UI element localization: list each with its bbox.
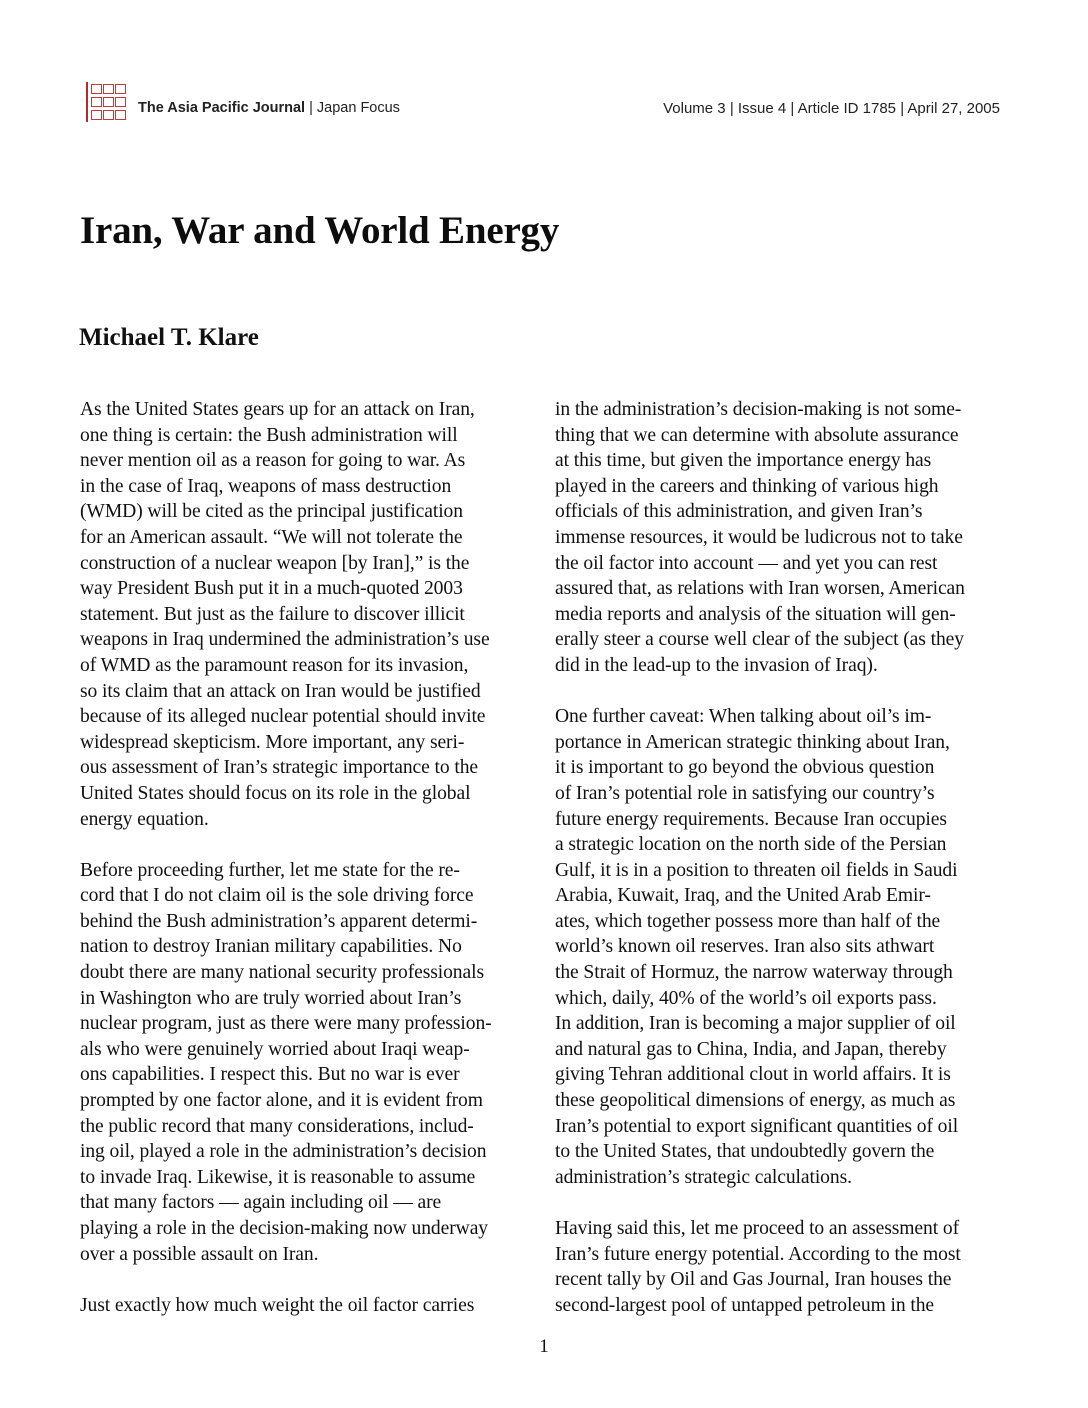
text-line: in Washington who are truly worried about Iran’s — [80, 987, 462, 1009]
text-line: in the administration’s decision-making is not some- — [555, 399, 962, 420]
text-line: doubt there are many national security professionals — [80, 962, 484, 984]
text-line: recent tally by Oil and Gas Journal, Iran houses the — [555, 1269, 952, 1291]
text-line: weapons in Iraq undermined the administration’s use — [80, 629, 490, 651]
text-line: widespread skepticism. More important, any seri- — [80, 731, 465, 753]
paragraph — [555, 704, 1015, 1190]
text-line: Iran’s potential to export significant quantities of oil — [555, 1115, 959, 1137]
text-line: one thing is certain: the Bush administration will — [80, 424, 458, 446]
text-line: giving Tehran additional clout in world affairs. It is — [555, 1064, 951, 1086]
text-line: media reports and analysis of the situation will gen- — [555, 603, 956, 625]
paragraph — [555, 1216, 1015, 1318]
text-line: als who were genuinely worried about Iraqi weap- — [80, 1038, 470, 1060]
text-line: that many factors — again including oil — are — [80, 1192, 442, 1214]
text-line: United States should focus on its role in the global — [80, 782, 471, 804]
text-line: thing that we can determine with absolute assurance — [555, 424, 959, 446]
text-line: the public record that many considerations, includ- — [80, 1115, 474, 1137]
text-line: way President Bush put it in a much-quoted 2003 — [80, 578, 463, 600]
journal-header — [86, 82, 1000, 122]
journal-name — [138, 100, 400, 116]
text-line: it is important to go beyond the obvious question — [555, 757, 935, 779]
text-line: playing a role in the decision-making now underway — [80, 1218, 488, 1239]
paragraph — [555, 397, 1015, 679]
paragraph — [80, 858, 535, 1268]
text-line: these geopolitical dimensions of energy, as much as — [555, 1090, 956, 1112]
text-line: the oil factor into account — and yet you can rest — [555, 552, 938, 574]
text-line: and natural gas to China, India, and Japan, thereby — [555, 1038, 947, 1060]
text-line: ous assessment of Iran’s strategic importance to the — [80, 757, 478, 779]
text-line: In addition, Iran is becoming a major supplier of oil — [555, 1013, 956, 1035]
text-line: played in the careers and thinking of various high — [555, 475, 939, 497]
article-author: Michael T. Klare — [79, 324, 259, 351]
right-column — [555, 397, 1015, 1318]
journal-section: Japan Focus — [316, 100, 400, 116]
text-line: One further caveat: When talking about oil’s im- — [555, 706, 932, 728]
journal-title: The Asia Pacific Journal — [138, 100, 306, 116]
text-line: Before proceeding further, let me state for the re- — [80, 859, 460, 881]
text-line: over a possible assault on Iran. — [80, 1243, 319, 1265]
text-line: portance in American strategic thinking about Iran, — [555, 731, 950, 753]
text-line: at this time, but given the importance energy has — [555, 450, 932, 472]
text-line: statement. But just as the failure to discover illicit — [80, 603, 465, 625]
paragraph — [80, 397, 535, 832]
text-line: of Iran’s potential role in satisfying our country’s — [555, 782, 935, 804]
text-line: ates, which together possess more than half of the — [555, 910, 941, 932]
text-line: behind the Bush administration’s apparent determi- — [80, 910, 478, 932]
text-line: immense resources, it would be ludicrous not to take — [555, 526, 963, 548]
paragraph — [80, 1293, 535, 1319]
text-line: prompted by one factor alone, and it is evident from — [80, 1090, 483, 1112]
text-line: ons capabilities. I respect this. But no war is ever — [80, 1064, 460, 1086]
text-line: Gulf, it is in a position to threaten oil fields in Saudi — [555, 859, 958, 881]
text-line: administration’s strategic calculations. — [555, 1166, 852, 1188]
text-line: the Strait of Hormuz, the narrow waterway through — [555, 962, 953, 984]
text-line: Having said this, let me proceed to an assessment of — [555, 1218, 959, 1239]
left-column — [80, 397, 535, 1318]
text-line: to invade Iraq. Likewise, it is reasonable to assume — [80, 1166, 476, 1188]
text-line: in the case of Iraq, weapons of mass destruction — [80, 475, 452, 497]
journal-separator: | — [305, 100, 317, 116]
text-line: nation to destroy Iranian military capabilities. No — [80, 936, 462, 958]
article-title: Iran, War and World Energy — [80, 209, 560, 252]
text-line: a strategic location on the north side of the Persian — [555, 834, 947, 856]
text-line: world’s known oil reserves. Iran also sits athwart — [555, 936, 935, 958]
text-line: Arabia, Kuwait, Iraq, and the United Arab Emir- — [555, 885, 931, 907]
text-line: Just exactly how much weight the oil factor carries — [80, 1294, 475, 1316]
citation-info: Volume 3 | Issue 4 | Article ID 1785 | April 27, 2005 — [663, 100, 1000, 117]
text-line: so its claim that an attack on Iran would be justified — [80, 680, 481, 702]
text-line: second-largest pool of untapped petroleum in the — [555, 1294, 934, 1316]
text-line: because of its alleged nuclear potential should invite — [80, 706, 486, 728]
text-line: nuclear program, just as there were many profession- — [80, 1013, 492, 1035]
journal-logo-icon — [86, 82, 126, 122]
text-line: erally steer a course well clear of the subject (as they — [555, 629, 964, 651]
text-line: never mention oil as a reason for going to war. As — [80, 450, 466, 472]
text-line: officials of this administration, and given Iran’s — [555, 501, 923, 523]
text-line: ing oil, played a role in the administration’s decision — [80, 1141, 487, 1163]
text-line: to the United States, that undoubtedly govern the — [555, 1141, 935, 1163]
text-line: for an American assault. “We will not tolerate the — [80, 526, 463, 548]
text-line: which, daily, 40% of the world’s oil exports pass. — [555, 987, 937, 1009]
text-line: did in the lead-up to the invasion of Iraq). — [555, 654, 878, 676]
page-number: 1 — [539, 1336, 549, 1357]
text-line: construction of a nuclear weapon [by Iran],” is the — [80, 552, 470, 574]
text-line: (WMD) will be cited as the principal justification — [80, 501, 463, 523]
text-line: of WMD as the paramount reason for its invasion, — [80, 654, 469, 676]
text-line: energy equation. — [80, 808, 209, 830]
text-line: As the United States gears up for an attack on Iran, — [80, 399, 475, 420]
text-line: cord that I do not claim oil is the sole driving force — [80, 885, 474, 907]
text-line: future energy requirements. Because Iran occupies — [555, 808, 947, 830]
text-line: assured that, as relations with Iran worsen, American — [555, 578, 965, 600]
text-line: Iran’s future energy potential. According to the most — [555, 1243, 961, 1265]
